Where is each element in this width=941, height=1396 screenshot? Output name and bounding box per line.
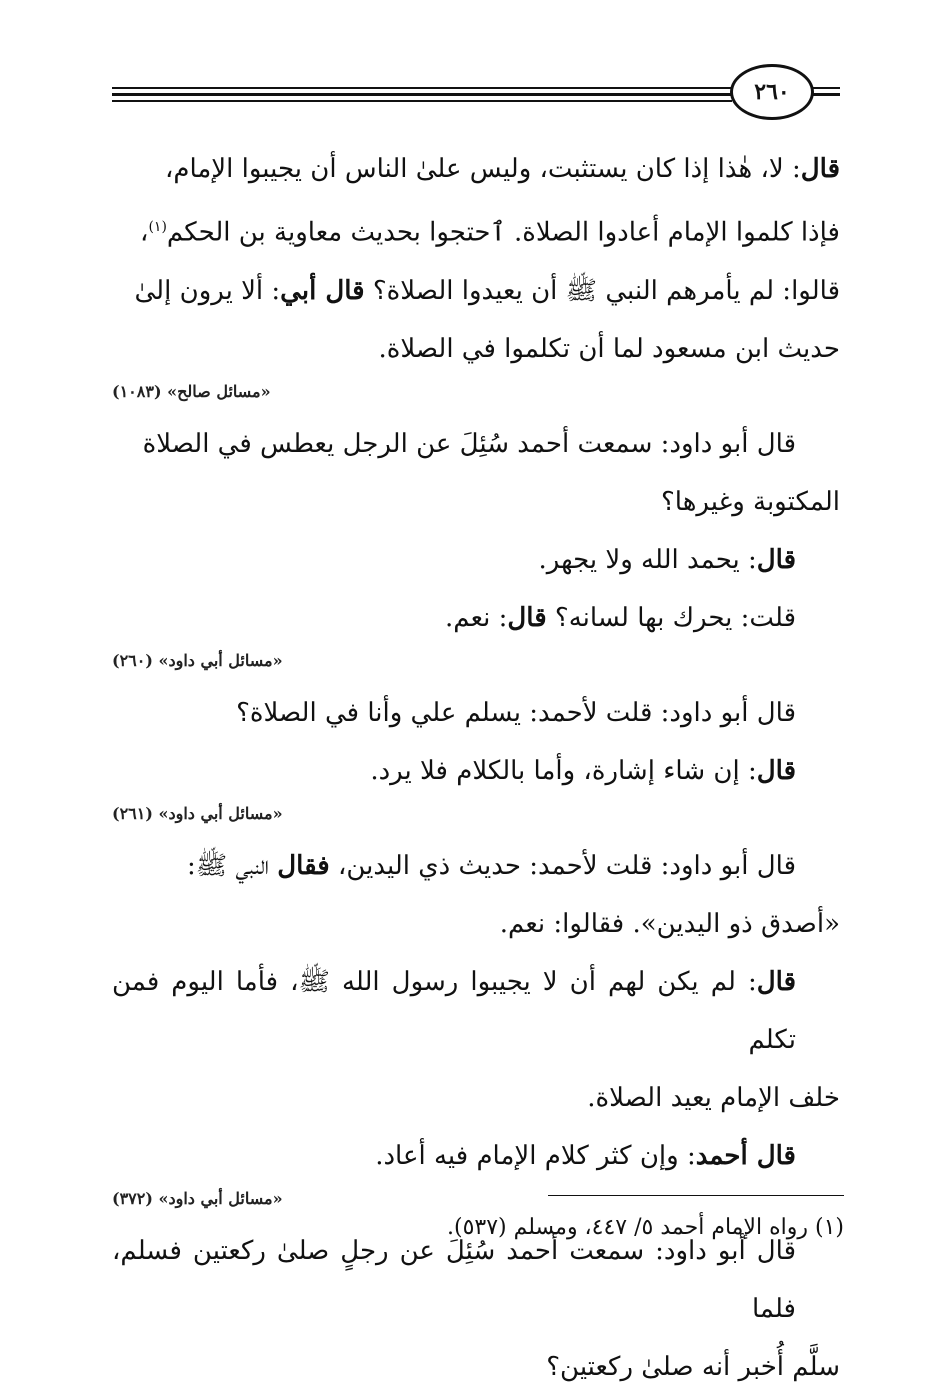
line-text: قال أبو داود: قلت لأحمد: يسلم علي وأنا في الصلاة؟	[236, 697, 796, 728]
speaker-keyword: قال	[756, 755, 796, 786]
text-line	[112, 895, 840, 953]
header-rule	[112, 100, 732, 102]
line-text: قالوا: لم يأمرهم النبي ﷺ أن يعيدوا الصلاة؟	[372, 275, 840, 306]
source-citation: «مسائل أبي داود» (٣٧٢)	[112, 1188, 283, 1208]
footnote-marker: (١)	[814, 1215, 844, 1240]
line-text: المكتوبة وغيرها؟	[660, 486, 840, 517]
text-line	[112, 473, 840, 531]
header-rule	[812, 87, 840, 89]
text-line	[112, 140, 840, 198]
text-line	[112, 1069, 840, 1127]
speaker-keyword: قال	[756, 966, 796, 997]
line-text: قلت: يحرك بها لسانه؟	[554, 602, 796, 633]
text-line	[112, 837, 840, 895]
line-text: : لم يكن لهم أن لا يجيبوا رسول الله ﷺ، فأما اليوم فمن تكلم	[112, 966, 796, 1055]
line-text-tail: : نعم.	[445, 602, 508, 633]
line-text: فإذا كلموا الإمام أعادوا الصلاة. ٱحتجوا بحديث معاوية بن الحكم	[166, 217, 840, 248]
source-citation: «مسائل أبي داود» (٢٦٠)	[112, 650, 283, 670]
text-line	[112, 953, 840, 1069]
line-text: سلَّم أُخبر أنه صلىٰ ركعتين؟	[546, 1351, 840, 1382]
header-rule	[112, 93, 732, 96]
line-text: قال أبو داود: قلت لأحمد: حديث ذي اليدين،	[337, 850, 796, 881]
source-citation: «مسائل أبي داود» (٢٦١)	[112, 803, 283, 823]
footnote	[400, 1215, 844, 1240]
text-line	[112, 684, 840, 742]
text-line	[112, 415, 840, 473]
text-line	[112, 262, 840, 320]
speaker-keyword: قال	[800, 154, 840, 184]
footnote-ref: (١)	[148, 219, 167, 235]
line-text: «أصدق ذو اليدين». فقالوا: نعم.	[499, 908, 840, 939]
page-number: ٢٦٠	[730, 64, 814, 120]
text-line	[112, 320, 840, 378]
line-text-tail: النبي ﷺ:	[187, 850, 278, 881]
line-text: : إن شاء إشارة، وأما بالكلام فلا يرد.	[370, 755, 757, 786]
header-rule	[812, 93, 840, 96]
speaker-keyword: قال	[507, 602, 547, 633]
line-text: : وإن كثر كلام الإمام فيه أعاد.	[375, 1140, 696, 1171]
speaker-keyword: قال أحمد	[695, 1140, 796, 1171]
line-text: قال أبو داود: سمعت أحمد سُئِلَ عن رجلٍ صلىٰ ركعتين فسلم، فلما	[112, 1235, 796, 1324]
speaker-keyword: فقال	[277, 850, 330, 881]
main-text	[112, 140, 840, 1396]
text-line	[112, 742, 840, 800]
footnote-separator	[548, 1195, 844, 1196]
source-citation: «مسائل صالح» (١٠٨٣)	[112, 381, 271, 401]
line-text-tail: : ألا يرون إلىٰ	[134, 275, 281, 306]
line-text: : يحمد الله ولا يجهر.	[538, 544, 757, 575]
line-text: خلف الإمام يعيد الصلاة.	[587, 1082, 840, 1113]
text-line	[112, 198, 840, 262]
text-line	[112, 531, 840, 589]
footnote-text: رواه الإمام أحمد ٥/ ٤٤٧، ومسلم (٥٣٧).	[447, 1215, 808, 1240]
line-text: حديث ابن مسعود لما أن تكلموا في الصلاة.	[378, 333, 840, 364]
speaker-keyword: قال أبي	[280, 275, 365, 306]
line-text: : لا، هٰذا إذا كان يستثبت، وليس علىٰ الناس أن يجيبوا الإمام،	[164, 154, 801, 184]
speaker-keyword: قال	[756, 544, 796, 575]
page-header	[112, 62, 840, 122]
header-rule	[112, 87, 732, 89]
line-text-after: ،	[140, 217, 149, 248]
text-line	[112, 589, 840, 647]
text-line	[112, 1127, 840, 1185]
line-text: قال أبو داود: سمعت أحمد سُئِلَ عن الرجل يعطس في الصلاة	[142, 428, 796, 459]
text-line	[112, 1338, 840, 1396]
